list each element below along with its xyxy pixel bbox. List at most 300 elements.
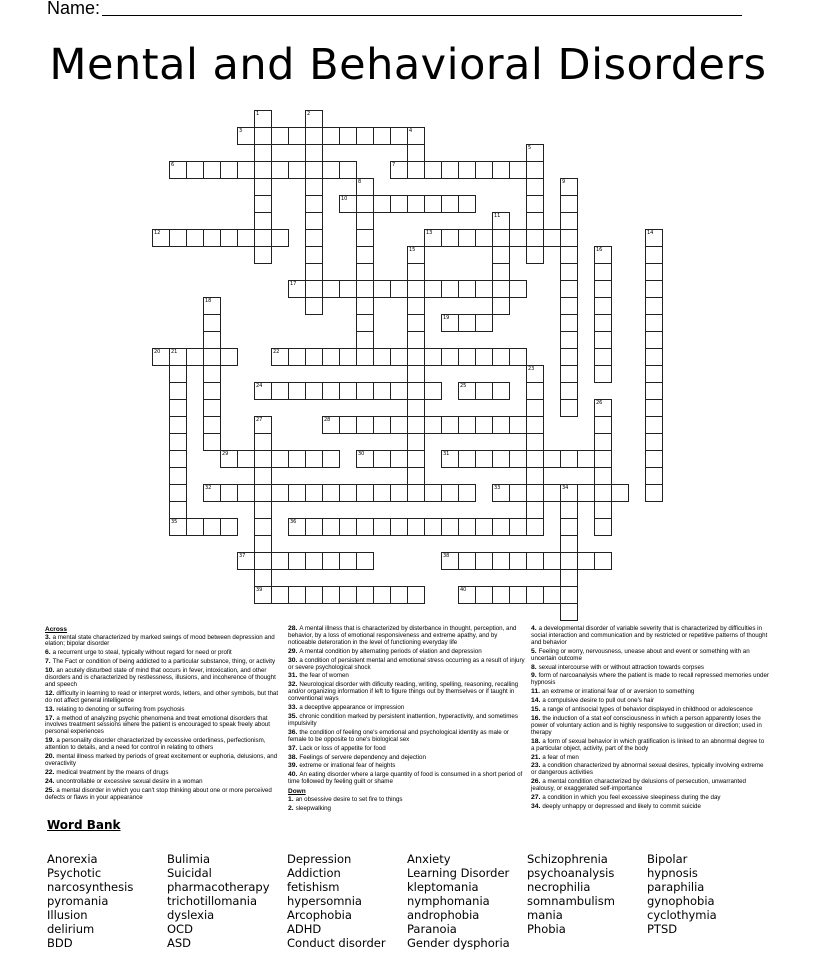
grid-cell[interactable] [492,416,510,434]
grid-cell[interactable] [203,161,221,179]
grid-cell[interactable] [645,246,663,264]
grid-cell[interactable] [424,195,442,213]
grid-cell[interactable] [458,450,476,468]
grid-cell[interactable] [356,450,374,468]
grid-cell[interactable] [475,552,493,570]
grid-cell[interactable] [543,450,561,468]
grid-cell[interactable] [594,467,612,485]
grid-cell[interactable] [186,348,204,366]
grid-cell[interactable] [458,552,476,570]
grid-cell[interactable] [509,416,527,434]
grid-cell[interactable] [560,586,578,604]
grid-cell[interactable] [169,161,187,179]
grid-cell[interactable] [322,416,340,434]
grid-cell[interactable] [339,161,357,179]
grid-cell[interactable] [407,297,425,315]
grid-cell[interactable] [492,586,510,604]
grid-cell[interactable] [560,484,578,502]
grid-cell[interactable] [373,416,391,434]
grid-cell[interactable] [458,161,476,179]
grid-cell[interactable] [475,161,493,179]
grid-cell[interactable] [645,297,663,315]
grid-cell[interactable] [560,399,578,417]
grid-cell[interactable] [458,195,476,213]
grid-cell[interactable] [271,348,289,366]
grid-cell[interactable] [645,348,663,366]
grid-cell[interactable] [645,382,663,400]
grid-cell[interactable] [288,484,306,502]
grid-cell[interactable] [169,518,187,536]
grid-cell[interactable] [645,450,663,468]
grid-cell[interactable] [254,450,272,468]
grid-cell[interactable] [322,348,340,366]
grid-cell[interactable] [271,586,289,604]
grid-cell[interactable] [339,127,357,145]
grid-cell[interactable] [492,348,510,366]
grid-cell[interactable] [543,552,561,570]
grid-cell[interactable] [441,161,459,179]
grid-cell[interactable] [169,467,187,485]
grid-cell[interactable] [458,518,476,536]
grid-cell[interactable] [526,416,544,434]
grid-cell[interactable] [492,229,510,247]
grid-cell[interactable] [169,382,187,400]
grid-cell[interactable] [169,484,187,502]
grid-cell[interactable] [254,518,272,536]
grid-cell[interactable] [373,127,391,145]
grid-cell[interactable] [390,416,408,434]
grid-cell[interactable] [322,280,340,298]
grid-cell[interactable] [220,484,238,502]
grid-cell[interactable] [475,382,493,400]
grid-cell[interactable] [441,195,459,213]
grid-cell[interactable] [509,161,527,179]
grid-cell[interactable] [407,416,425,434]
grid-cell[interactable] [458,586,476,604]
grid-cell[interactable] [492,161,510,179]
grid-cell[interactable] [526,212,544,230]
grid-cell[interactable] [390,484,408,502]
grid-cell[interactable] [543,484,561,502]
grid-cell[interactable] [475,348,493,366]
grid-cell[interactable] [492,552,510,570]
grid-cell[interactable] [254,416,272,434]
grid-cell[interactable] [339,195,357,213]
grid-cell[interactable] [526,229,544,247]
grid-cell[interactable] [356,484,374,502]
grid-cell[interactable] [526,484,544,502]
grid-cell[interactable] [203,416,221,434]
grid-cell[interactable] [424,280,442,298]
grid-cell[interactable] [645,484,663,502]
grid-cell[interactable] [509,229,527,247]
grid-cell[interactable] [339,518,357,536]
grid-cell[interactable] [271,127,289,145]
grid-cell[interactable] [356,552,374,570]
grid-cell[interactable] [526,144,544,162]
grid-cell[interactable] [407,263,425,281]
grid-cell[interactable] [407,450,425,468]
grid-cell[interactable] [254,178,272,196]
grid-cell[interactable] [509,484,527,502]
grid-cell[interactable] [305,195,323,213]
grid-cell[interactable] [407,433,425,451]
grid-cell[interactable] [475,229,493,247]
grid-cell[interactable] [373,586,391,604]
grid-cell[interactable] [390,161,408,179]
grid-cell[interactable] [390,586,408,604]
grid-cell[interactable] [169,399,187,417]
grid-cell[interactable] [560,450,578,468]
grid-cell[interactable] [305,110,323,128]
grid-cell[interactable] [271,382,289,400]
grid-cell[interactable] [509,280,527,298]
grid-cell[interactable] [594,314,612,332]
grid-cell[interactable] [339,416,357,434]
grid-cell[interactable] [203,365,221,383]
grid-cell[interactable] [424,348,442,366]
grid-cell[interactable] [526,518,544,536]
grid-cell[interactable] [492,484,510,502]
grid-cell[interactable] [203,433,221,451]
grid-cell[interactable] [169,416,187,434]
grid-cell[interactable] [458,416,476,434]
grid-cell[interactable] [356,127,374,145]
grid-cell[interactable] [492,518,510,536]
grid-cell[interactable] [322,382,340,400]
grid-cell[interactable] [645,416,663,434]
grid-cell[interactable] [356,382,374,400]
grid-cell[interactable] [373,348,391,366]
grid-cell[interactable] [560,229,578,247]
grid-cell[interactable] [424,161,442,179]
grid-cell[interactable] [577,484,595,502]
grid-cell[interactable] [254,127,272,145]
grid-cell[interactable] [271,450,289,468]
grid-cell[interactable] [492,450,510,468]
grid-cell[interactable] [407,586,425,604]
grid-cell[interactable] [526,246,544,264]
grid-cell[interactable] [288,450,306,468]
grid-cell[interactable] [475,450,493,468]
grid-cell[interactable] [526,552,544,570]
grid-cell[interactable] [475,518,493,536]
grid-cell[interactable] [254,501,272,519]
grid-cell[interactable] [560,518,578,536]
grid-cell[interactable] [560,178,578,196]
grid-cell[interactable] [594,501,612,519]
grid-cell[interactable] [560,365,578,383]
grid-cell[interactable] [152,348,170,366]
grid-cell[interactable] [458,348,476,366]
grid-cell[interactable] [305,382,323,400]
grid-cell[interactable] [560,535,578,553]
grid-cell[interactable] [441,280,459,298]
grid-cell[interactable] [492,263,510,281]
grid-cell[interactable] [492,382,510,400]
grid-cell[interactable] [203,229,221,247]
grid-cell[interactable] [356,246,374,264]
grid-cell[interactable] [560,348,578,366]
grid-cell[interactable] [526,433,544,451]
grid-cell[interactable] [322,161,340,179]
grid-cell[interactable] [407,331,425,349]
grid-cell[interactable] [645,399,663,417]
grid-cell[interactable] [169,365,187,383]
grid-cell[interactable] [390,518,408,536]
grid-cell[interactable] [288,280,306,298]
grid-cell[interactable] [560,263,578,281]
grid-cell[interactable] [441,416,459,434]
grid-cell[interactable] [526,501,544,519]
grid-cell[interactable] [186,229,204,247]
grid-cell[interactable] [407,144,425,162]
grid-cell[interactable] [526,450,544,468]
grid-cell[interactable] [373,450,391,468]
grid-cell[interactable] [390,127,408,145]
grid-cell[interactable] [305,348,323,366]
grid-cell[interactable] [560,195,578,213]
grid-cell[interactable] [560,314,578,332]
grid-cell[interactable] [390,195,408,213]
grid-cell[interactable] [390,450,408,468]
grid-cell[interactable] [339,586,357,604]
grid-cell[interactable] [407,518,425,536]
grid-cell[interactable] [305,450,323,468]
name-field[interactable] [102,15,742,16]
grid-cell[interactable] [407,246,425,264]
grid-cell[interactable] [186,161,204,179]
grid-cell[interactable] [458,280,476,298]
grid-cell[interactable] [560,569,578,587]
grid-cell[interactable] [356,178,374,196]
grid-cell[interactable] [356,416,374,434]
grid-cell[interactable] [441,450,459,468]
grid-cell[interactable] [305,178,323,196]
grid-cell[interactable] [458,382,476,400]
grid-cell[interactable] [203,348,221,366]
grid-cell[interactable] [390,348,408,366]
grid-cell[interactable] [594,348,612,366]
grid-cell[interactable] [441,518,459,536]
grid-cell[interactable] [305,297,323,315]
grid-cell[interactable] [645,467,663,485]
grid-cell[interactable] [373,484,391,502]
grid-cell[interactable] [322,552,340,570]
grid-cell[interactable] [492,280,510,298]
grid-cell[interactable] [407,280,425,298]
grid-cell[interactable] [594,365,612,383]
grid-cell[interactable] [254,246,272,264]
grid-cell[interactable] [594,399,612,417]
grid-cell[interactable] [237,229,255,247]
grid-cell[interactable] [339,484,357,502]
grid-cell[interactable] [526,178,544,196]
grid-cell[interactable] [373,382,391,400]
grid-cell[interactable] [645,280,663,298]
grid-cell[interactable] [475,586,493,604]
grid-cell[interactable] [594,450,612,468]
grid-cell[interactable] [356,297,374,315]
grid-cell[interactable] [169,229,187,247]
grid-cell[interactable] [594,518,612,536]
grid-cell[interactable] [203,331,221,349]
grid-cell[interactable] [322,586,340,604]
grid-cell[interactable] [305,518,323,536]
grid-cell[interactable] [560,552,578,570]
grid-cell[interactable] [254,484,272,502]
grid-cell[interactable] [441,229,459,247]
grid-cell[interactable] [543,586,561,604]
grid-cell[interactable] [288,552,306,570]
grid-cell[interactable] [339,280,357,298]
grid-cell[interactable] [492,212,510,230]
grid-cell[interactable] [526,467,544,485]
grid-cell[interactable] [254,552,272,570]
grid-cell[interactable] [509,586,527,604]
grid-cell[interactable] [288,382,306,400]
grid-cell[interactable] [458,229,476,247]
grid-cell[interactable] [254,144,272,162]
grid-cell[interactable] [322,518,340,536]
grid-cell[interactable] [373,195,391,213]
grid-cell[interactable] [356,586,374,604]
grid-cell[interactable] [560,280,578,298]
grid-cell[interactable] [407,484,425,502]
grid-cell[interactable] [407,127,425,145]
grid-cell[interactable] [203,518,221,536]
grid-cell[interactable] [305,552,323,570]
grid-cell[interactable] [254,433,272,451]
grid-cell[interactable] [220,450,238,468]
grid-cell[interactable] [458,314,476,332]
grid-cell[interactable] [254,586,272,604]
grid-cell[interactable] [220,161,238,179]
grid-cell[interactable] [203,399,221,417]
grid-cell[interactable] [611,484,629,502]
grid-cell[interactable] [322,450,340,468]
grid-cell[interactable] [407,161,425,179]
grid-cell[interactable] [373,518,391,536]
grid-cell[interactable] [254,467,272,485]
grid-cell[interactable] [288,518,306,536]
grid-cell[interactable] [254,535,272,553]
grid-cell[interactable] [407,314,425,332]
grid-cell[interactable] [339,382,357,400]
grid-cell[interactable] [254,212,272,230]
grid-cell[interactable] [594,263,612,281]
grid-cell[interactable] [594,280,612,298]
grid-cell[interactable] [458,484,476,502]
grid-cell[interactable] [254,382,272,400]
grid-cell[interactable] [305,263,323,281]
grid-cell[interactable] [152,229,170,247]
grid-cell[interactable] [305,484,323,502]
grid-cell[interactable] [509,348,527,366]
grid-cell[interactable] [560,382,578,400]
grid-cell[interactable] [288,161,306,179]
grid-cell[interactable] [356,280,374,298]
grid-cell[interactable] [169,450,187,468]
grid-cell[interactable] [305,246,323,264]
grid-cell[interactable] [254,195,272,213]
grid-cell[interactable] [237,161,255,179]
grid-cell[interactable] [237,552,255,570]
grid-cell[interactable] [390,280,408,298]
grid-cell[interactable] [645,365,663,383]
grid-cell[interactable] [305,144,323,162]
grid-cell[interactable] [509,450,527,468]
grid-cell[interactable] [594,433,612,451]
grid-cell[interactable] [526,195,544,213]
grid-cell[interactable] [594,416,612,434]
grid-cell[interactable] [424,518,442,536]
grid-cell[interactable] [645,314,663,332]
grid-cell[interactable] [254,229,272,247]
grid-cell[interactable] [407,399,425,417]
grid-cell[interactable] [339,348,357,366]
grid-cell[interactable] [305,212,323,230]
grid-cell[interactable] [288,348,306,366]
grid-cell[interactable] [322,484,340,502]
grid-cell[interactable] [475,314,493,332]
grid-cell[interactable] [169,433,187,451]
grid-cell[interactable] [203,297,221,315]
grid-cell[interactable] [237,127,255,145]
grid-cell[interactable] [271,161,289,179]
grid-cell[interactable] [424,416,442,434]
grid-cell[interactable] [322,127,340,145]
grid-cell[interactable] [203,484,221,502]
grid-cell[interactable] [271,229,289,247]
grid-cell[interactable] [356,229,374,247]
grid-cell[interactable] [594,331,612,349]
grid-cell[interactable] [390,382,408,400]
grid-cell[interactable] [645,229,663,247]
grid-cell[interactable] [560,212,578,230]
grid-cell[interactable] [288,586,306,604]
grid-cell[interactable] [271,552,289,570]
grid-cell[interactable] [237,450,255,468]
grid-cell[interactable] [475,416,493,434]
grid-cell[interactable] [560,603,578,621]
grid-cell[interactable] [203,314,221,332]
grid-cell[interactable] [509,552,527,570]
grid-cell[interactable] [645,263,663,281]
grid-cell[interactable] [594,552,612,570]
grid-cell[interactable] [526,399,544,417]
grid-cell[interactable] [169,501,187,519]
grid-cell[interactable] [424,229,442,247]
grid-cell[interactable] [594,246,612,264]
grid-cell[interactable] [305,161,323,179]
grid-cell[interactable] [254,569,272,587]
grid-cell[interactable] [560,246,578,264]
grid-cell[interactable] [356,314,374,332]
grid-cell[interactable] [305,229,323,247]
grid-cell[interactable] [220,229,238,247]
grid-cell[interactable] [577,450,595,468]
grid-cell[interactable] [441,348,459,366]
grid-cell[interactable] [186,518,204,536]
grid-cell[interactable] [407,348,425,366]
grid-cell[interactable] [594,484,612,502]
grid-cell[interactable] [356,212,374,230]
grid-cell[interactable] [526,161,544,179]
grid-cell[interactable] [526,365,544,383]
grid-cell[interactable] [356,263,374,281]
grid-cell[interactable] [169,348,187,366]
